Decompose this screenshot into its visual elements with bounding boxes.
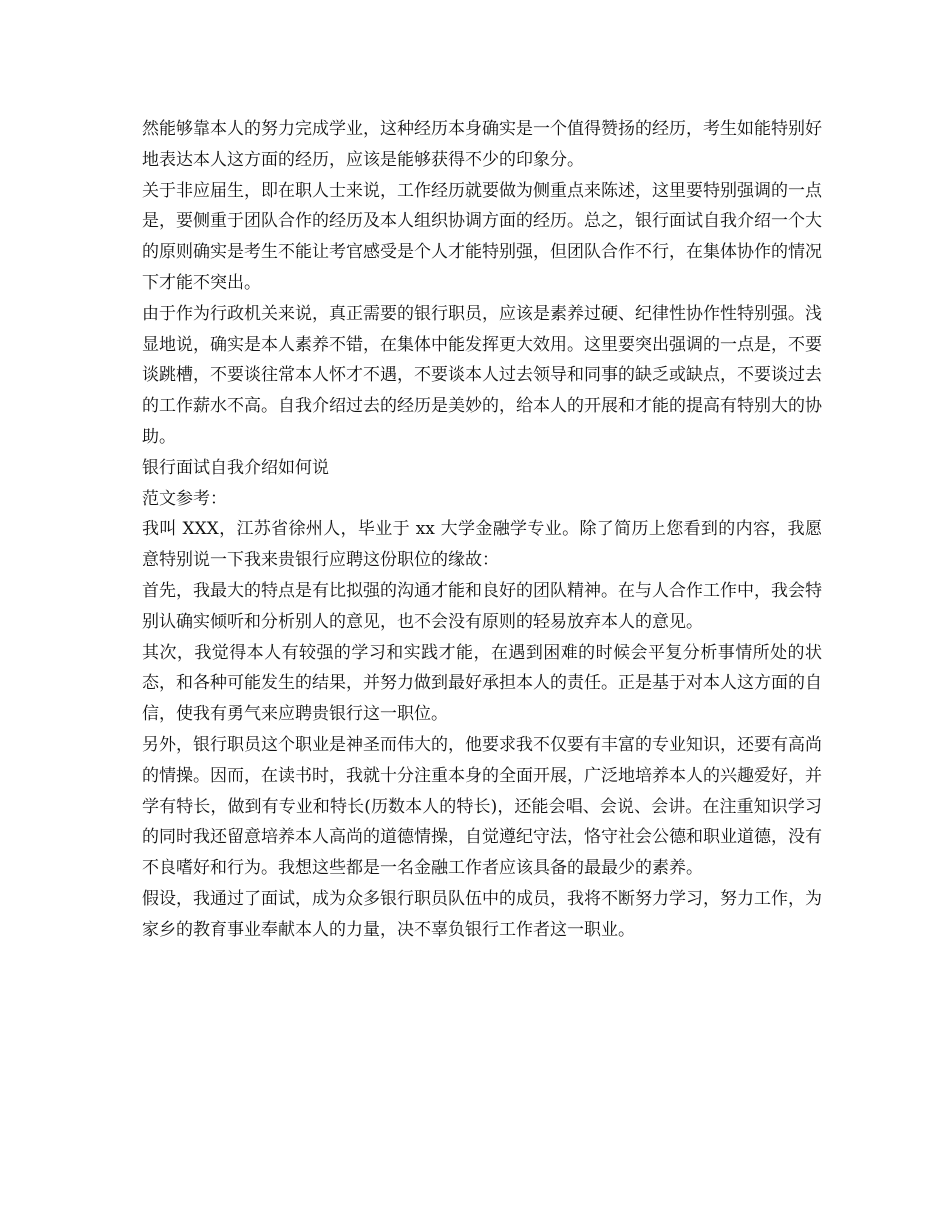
paragraph-3: 由于作为行政机关来说，真正需要的银行职员，应该是素养过硬、纪律性协作性特别强。浅显地说，确实是本人素养不错，在集体中能发挥更大效用。这里要突出强调的一点是，不要谈跳槽，不要谈往常本人怀才不遇，不要谈本人过去领导和同事的缺乏或缺点，不要谈过去的工作薪水不高。自我介绍过去的经历是美妙的，给本人的开展和才能的提高有特别大的协助。 — [142, 303, 822, 447]
paragraph-additionally: 另外，银行职员这个职业是神圣而伟大的，他要求我不仅要有丰富的专业知识，还要有高尚的情操。因而，在读书时，我就十分注重本身的全面开展，广泛地培养本人的兴趣爱好，并学有特长，做到有专业和特长(历数本人的特长)，还能会唱、会说、会讲。在注重知识学习的同时我还留意培养本人高尚的道德情操，自觉遵纪守法，恪守社会公德和职业道德，没有不良嗜好和行为。我想这些都是一名金融工作者应该具备的最最少的素养。 — [142, 734, 822, 879]
paragraph-1: 然能够靠本人的努力完成学业，这种经历本身确实是一个值得赞扬的经历，考生如能特别好地表达本人这方面的经历，应该是能够获得不少的印象分。 — [142, 119, 822, 170]
paragraph-conclusion: 假设，我通过了面试，成为众多银行职员队伍中的成员，我将不断努力学习，努力工作，为家乡的教育事业奉献本人的力量，决不辜负银行工作者这一职业。 — [142, 888, 822, 940]
paragraph-second: 其次，我觉得本人有较强的学习和实践才能，在遇到困难的时候会平复分析事情所处的状态，和各种可能发生的结果，并努力做到最好承担本人的责任。正是基于对本人这方面的自信，使我有勇气来应聘贵银行这一职位。 — [142, 642, 822, 725]
section-heading: 银行面试自我介绍如何说 — [142, 457, 329, 478]
document-page — [142, 114, 822, 946]
paragraph-first: 首先，我最大的特点是有比拟强的沟通才能和良好的团队精神。在与人合作工作中，我会特别认确实倾听和分析别人的意见，也不会没有原则的轻易放弃本人的意见。 — [142, 580, 822, 632]
paragraph-2: 关于非应届生，即在职人士来说，工作经历就要做为侧重点来陈述，这里要特别强调的一点是，要侧重于团队合作的经历及本人组织协调方面的经历。总之，银行面试自我介绍一个大的原则确实是考生不能让考官感受是个人才能特别强，但团队合作不行，在集体协作的情况下才能不突出。 — [142, 180, 822, 293]
paragraph-intro: 我叫 XXX，江苏省徐州人，毕业于 xx 大学金融学专业。除了简历上您看到的内容，我愿意特别说一下我来贵银行应聘这份职位的缘故： — [142, 519, 822, 571]
sample-label: 范文参考： — [142, 488, 227, 509]
